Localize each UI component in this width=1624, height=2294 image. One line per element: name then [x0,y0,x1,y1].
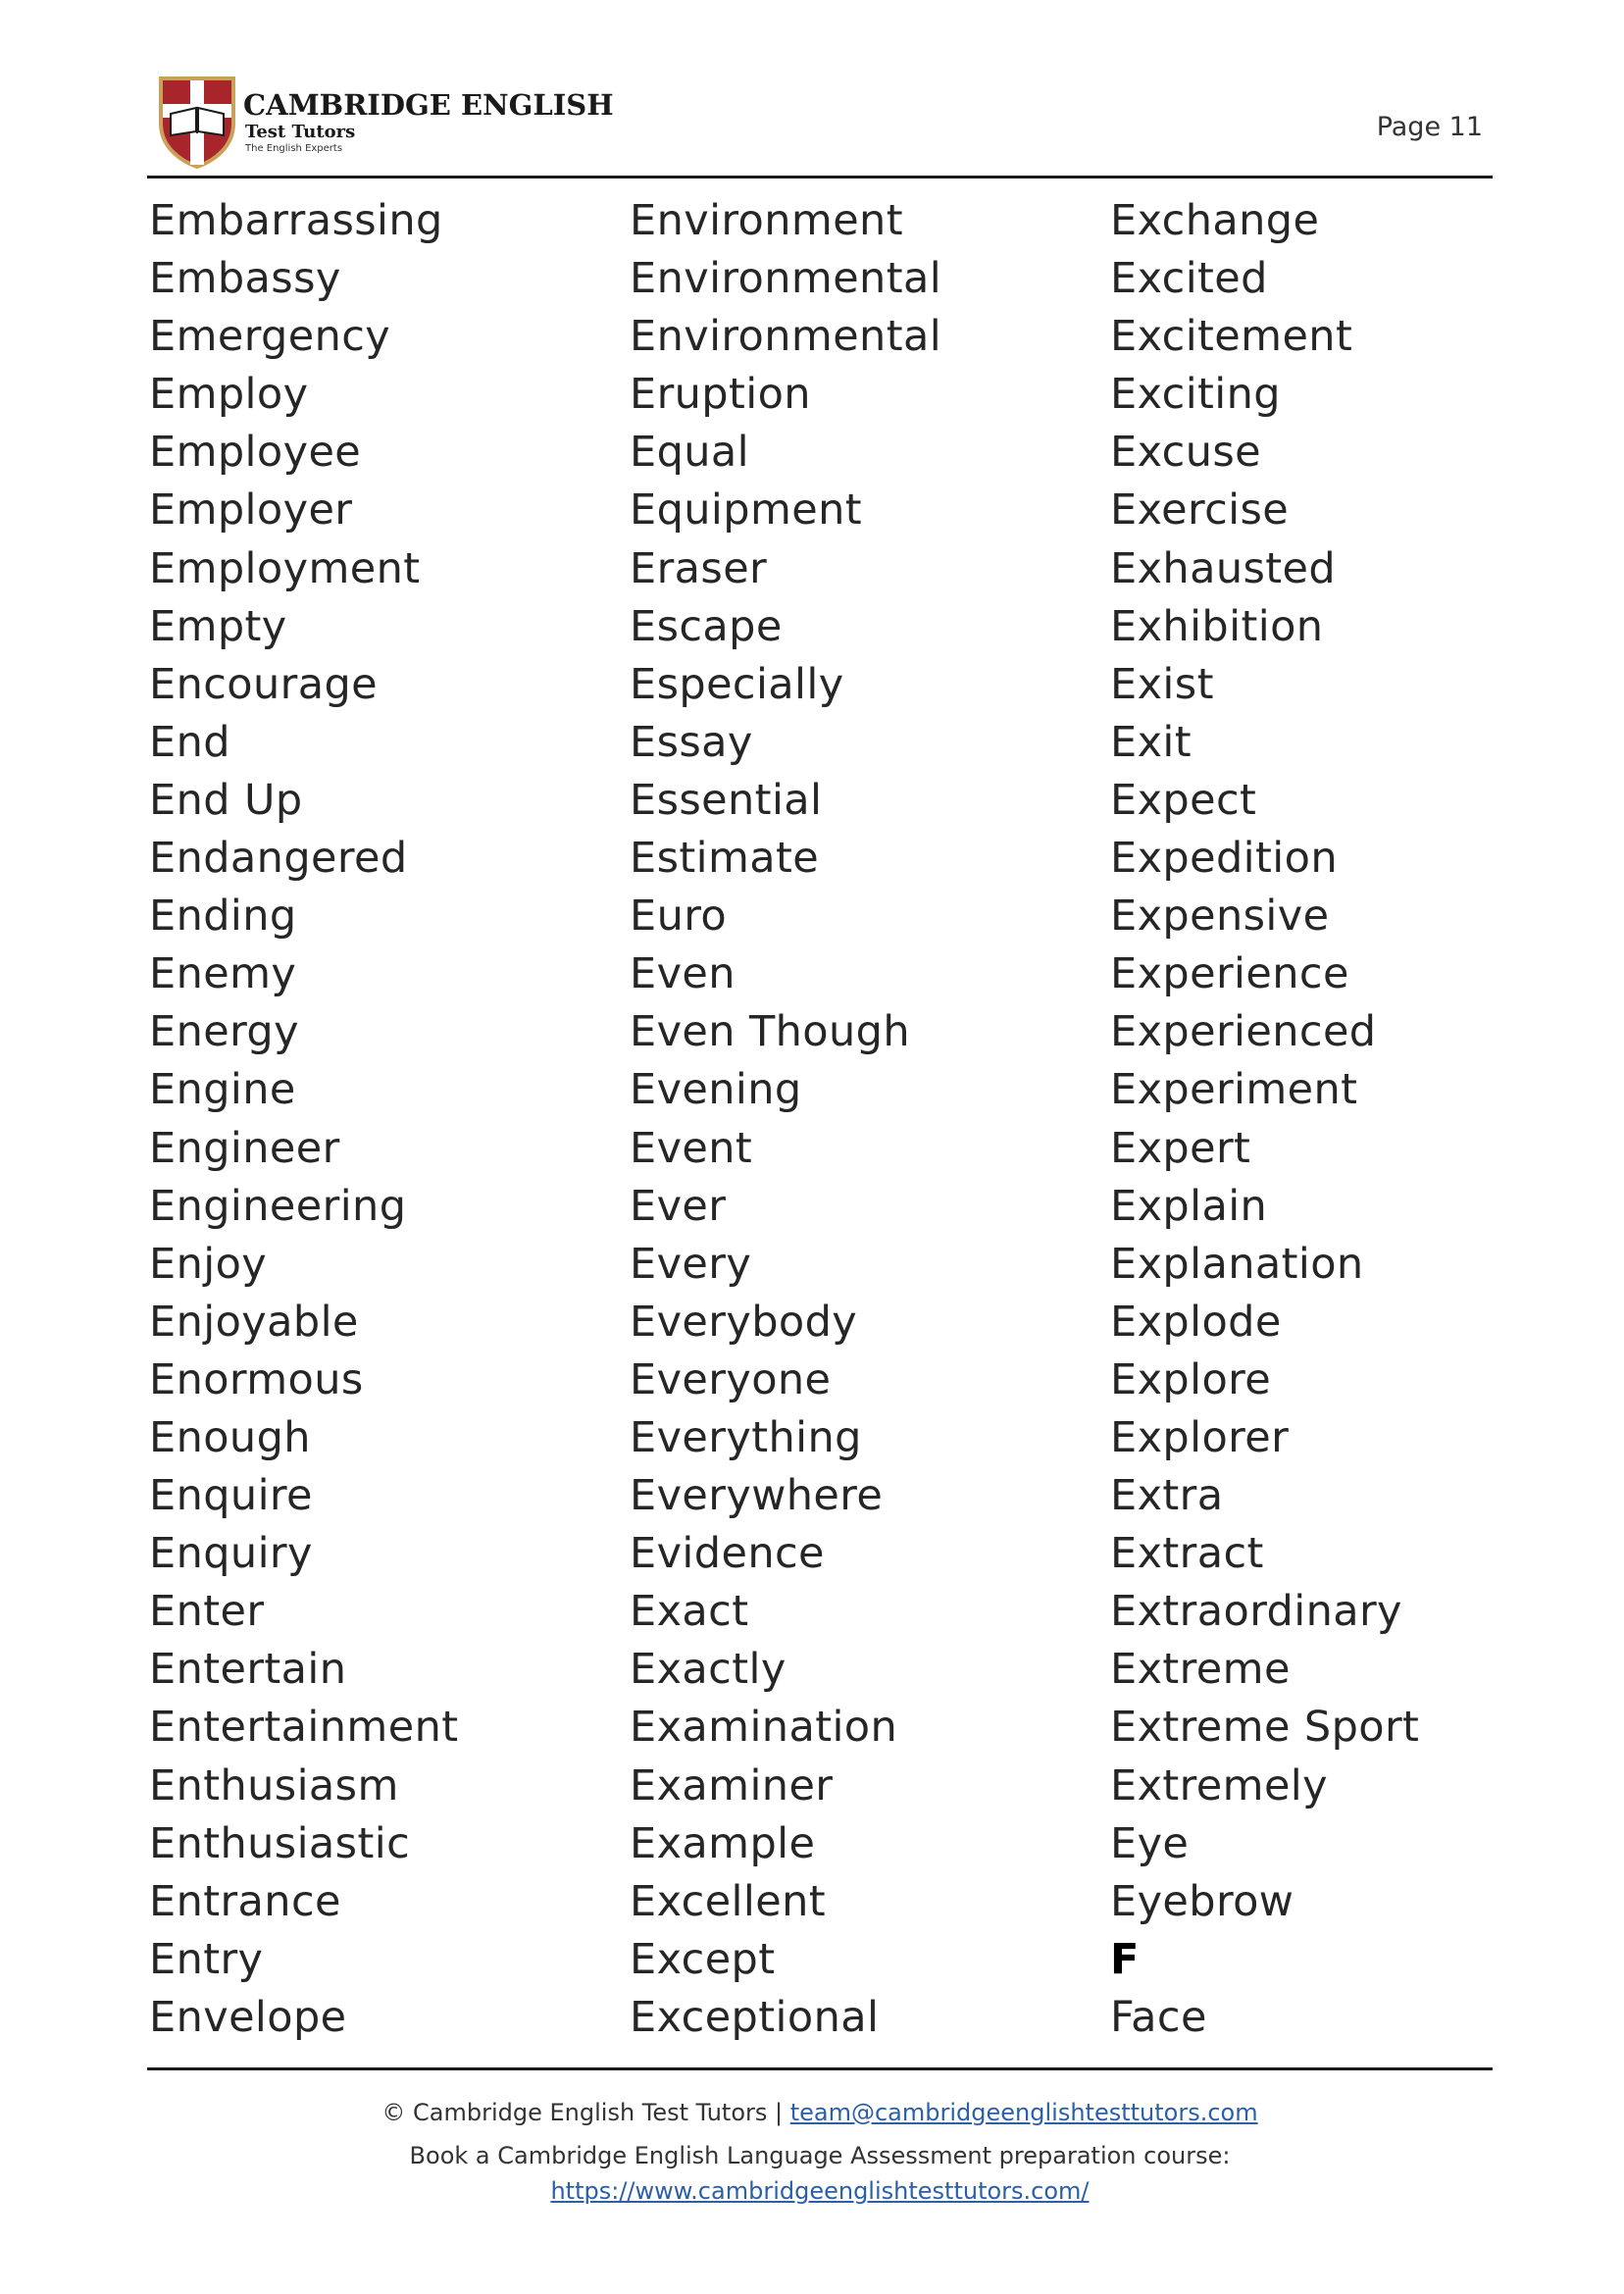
word-list-item: Eye [1110,1818,1190,1868]
word-column-2 [630,192,1100,2047]
word-list-item: Entertainment [149,1703,459,1753]
word-list-item: Eyebrow [1110,1876,1294,1926]
word-list-item: Essay [630,717,753,767]
word-list-item: Exchange [1110,196,1320,245]
word-list-item: Enquire [149,1471,313,1521]
word-list-item: Euro [630,892,728,942]
word-list-item: Extremely [1110,1760,1329,1810]
website-link[interactable]: https://www.cambridgeenglishtesttutors.com/ [550,2177,1090,2205]
word-list-item: Explain [1110,1181,1268,1231]
word-list-item: Explore [1110,1354,1272,1404]
word-list-item: Enormous [149,1354,364,1404]
word-list-item: Everything [630,1412,862,1462]
word-list-item: Expensive [1110,892,1330,942]
word-list-item: Explorer [1110,1412,1290,1462]
word-list-item: Encourage [149,659,379,709]
word-list-item: Expect [1110,775,1257,825]
word-list-item: Everybody [630,1297,858,1347]
word-list-item: Experience [1110,949,1349,999]
word-list-item: Entrance [149,1876,341,1926]
word-list-item: Entry [149,1934,264,1984]
word-list-item: Equipment [630,485,863,535]
word-list-item: Energy [149,1007,299,1057]
word-list-item: Embassy [149,254,341,304]
word-list-item: Extreme Sport [1110,1703,1420,1753]
word-list-item: Extreme [1110,1645,1291,1695]
word-list-item: Empty [149,601,287,651]
word-list-item: Employment [149,543,421,593]
word-list-item: Eruption [630,370,811,420]
shield-book-icon [157,75,237,169]
word-list-item: Excuse [1110,428,1262,478]
word-list-item: Enthusiasm [149,1760,399,1810]
word-list-item: Exactly [630,1645,787,1695]
word-list-item: Exist [1110,659,1214,709]
word-list-item: Exercise [1110,485,1290,535]
word-list-item: Example [630,1818,816,1868]
word-list-item: Exit [1110,717,1193,767]
footer-divider [147,2067,1493,2070]
word-list-item: Enter [149,1587,265,1637]
footer-copyright-line [147,2099,1493,2126]
word-list-item: Everywhere [630,1471,884,1521]
word-list-item: Employer [149,485,353,535]
word-list-item: Emergency [149,312,391,362]
word-list-item: Engineering [149,1181,407,1231]
word-list-item: Face [1110,1992,1207,2042]
word-list-item: Ending [149,892,297,942]
word-list-item: Evidence [630,1529,825,1579]
word-list-item: Entertain [149,1645,347,1695]
footer-url-line [147,2177,1493,2205]
word-column-1 [149,192,620,2047]
header-divider [147,176,1493,178]
logo-subtitle: Test Tutors [245,122,356,142]
logo-tagline: The English Experts [245,143,343,154]
word-list-item: Excellent [630,1876,827,1926]
word-list-item: Enjoy [149,1239,268,1289]
word-list-item: Engineer [149,1123,340,1173]
word-list-item: Exceptional [630,1992,880,2042]
word-list-item: Environmental [630,254,942,304]
word-list-item: Enemy [149,949,297,999]
word-list-item: Excitement [1110,312,1353,362]
word-list-item: Employee [149,428,362,478]
word-list-item: Envelope [149,1992,347,2042]
word-list-item: Examiner [630,1760,834,1810]
word-list-item: Environmental [630,312,942,362]
word-list-item: Explode [1110,1297,1282,1347]
word-list-item: Enthusiastic [149,1818,411,1868]
footer-course-text: Book a Cambridge English Language Assessment preparation course: [409,2142,1231,2169]
copyright-text: © Cambridge English Test Tutors | [381,2099,790,2126]
word-list-item: Extract [1110,1529,1264,1579]
word-list-item: Explanation [1110,1239,1364,1289]
word-list-item: Excited [1110,254,1268,304]
word-list-item: End [149,717,230,767]
word-list-item: Escape [630,601,783,651]
page-header [147,69,1493,177]
word-list-item: Event [630,1123,753,1173]
word-list-item: Exciting [1110,370,1282,420]
word-list-item: Except [630,1934,776,1984]
word-list-item: Embarrassing [149,196,443,245]
word-list-item: Experienced [1110,1007,1377,1057]
logo-title: CAMBRIDGE ENGLISH [243,88,614,122]
word-list-item: Enjoyable [149,1297,359,1347]
word-list-item: F [1110,1934,1140,1984]
word-list-item: Exhibition [1110,601,1324,651]
word-list-item: Ever [630,1181,727,1231]
word-list-item: End Up [149,775,303,825]
word-list-item: Employ [149,370,309,420]
word-list-item: Especially [630,659,844,709]
word-list-item: Expert [1110,1123,1251,1173]
word-list-item: Experiment [1110,1065,1358,1115]
word-list-item: Evening [630,1065,802,1115]
email-link[interactable]: team@cambridgeenglishtesttutors.com [789,2099,1258,2126]
word-list-item: Eraser [630,543,768,593]
word-list-item: Expedition [1110,834,1338,884]
word-column-3 [1110,192,1581,2047]
word-list-item: Everyone [630,1354,832,1404]
word-list-item: Exact [630,1587,749,1637]
word-list-item: Even Though [630,1007,911,1057]
page-number: Page 11 [1376,112,1483,142]
word-list-item: Enquiry [149,1529,313,1579]
word-list-item: Estimate [630,834,820,884]
word-list-item: Extra [1110,1471,1224,1521]
word-list-item: Engine [149,1065,296,1115]
logo [157,75,614,173]
word-list-item: Equal [630,428,750,478]
word-list-item: Every [630,1239,752,1289]
word-list-item: Environment [630,196,903,245]
word-list-item: Endangered [149,834,408,884]
word-list-item: Enough [149,1412,311,1462]
word-list-item: Examination [630,1703,898,1753]
word-list-item: Extraordinary [1110,1587,1402,1637]
word-list-item: Exhausted [1110,543,1337,593]
word-list-item: Even [630,949,736,999]
word-list-item: Essential [630,775,823,825]
